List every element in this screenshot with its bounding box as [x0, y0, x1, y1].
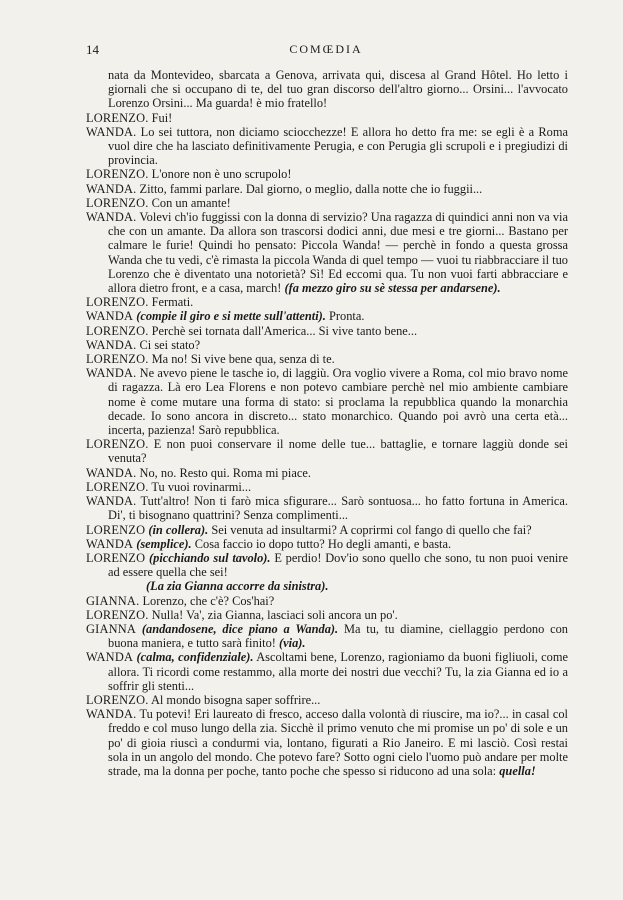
speech-text: Ascoltami bene, Lorenzo, ragioniamo da buoni figliuoli, come allora. Ti ricordi come restammo, alla morte dei nostri due vecchi? Tu, la zia Gianna ed io a soffrir gli stenti...: [108, 650, 568, 693]
speech-paragraph: [86, 366, 568, 437]
speech-paragraph: [86, 352, 568, 366]
trailing-direction: (via).: [279, 636, 306, 651]
speaker-name: WANDA.: [86, 707, 137, 722]
speech-text: Fermati.: [151, 295, 194, 310]
speaker-name: WANDA.: [86, 210, 137, 225]
speaker-name: LORENZO: [86, 550, 146, 565]
speech-text: Al mondo bisogna saper soffrire...: [150, 692, 321, 707]
speech-paragraph: [86, 594, 568, 608]
speaker-name: LORENZO.: [86, 295, 149, 310]
speech-paragraph: [86, 480, 568, 494]
speaker-name: WANDA.: [86, 366, 137, 381]
speaker-direction: (semplice).: [136, 536, 192, 551]
speaker-name: LORENZO: [86, 522, 146, 537]
speech-paragraph: [86, 693, 568, 707]
speech-text: Lo sei tuttora, non diciamo sciocchezze! E allora ho detto fra me: se egli è a Roma vuol dire che ha lasciato definitivamente Perugia, e con Perugia gli scrupoli e i pregiudizi di provincia.: [108, 124, 568, 168]
speaker-name: LORENZO.: [86, 437, 149, 452]
speech-paragraph: [86, 309, 568, 323]
speaker-name: WANDA.: [86, 181, 137, 196]
speech-paragraph: [86, 324, 568, 338]
trailing-direction: quella!: [499, 763, 536, 778]
speech-text: E perdio! Dov'io sono quello che sono, tu non puoi venire ad essere quella che sei!: [108, 550, 569, 580]
speech-paragraph: [86, 494, 568, 522]
speech-text: Con un amante!: [151, 195, 231, 210]
speech-text: Zitto, fammi parlare. Dal giorno, o meglio, dalla notte che io fuggii...: [139, 181, 483, 196]
speech-paragraph: [86, 437, 568, 465]
speech-paragraph: [86, 210, 568, 295]
speaker-name: WANDA: [86, 309, 134, 324]
speaker-direction: (andandosene, dice piano a Wanda).: [141, 621, 339, 636]
speaker-name: WANDA: [86, 650, 134, 665]
speech-text: No, no. Resto qui. Roma mi piace.: [139, 465, 311, 480]
speech-paragraph: [86, 338, 568, 352]
speech-paragraph: [86, 523, 568, 537]
speaker-name: LORENZO.: [86, 692, 149, 707]
trailing-direction: (fa mezzo giro su sè stessa per andarsene).: [284, 281, 501, 296]
speech-paragraph: [86, 196, 568, 210]
speaker-name: LORENZO.: [86, 352, 149, 367]
speaker-name: WANDA.: [86, 494, 137, 509]
speech-paragraph: [86, 537, 568, 551]
speech-paragraph: [86, 608, 568, 622]
speech-paragraph: [86, 650, 568, 693]
speaker-name: WANDA.: [86, 465, 137, 480]
speech-paragraph: [86, 466, 568, 480]
speech-text: Ma tu, tu diamine, ciellaggio perdono con buona maniera, e tutto sarà finito!: [108, 621, 568, 651]
speech-text: Sei venuta ad insultarmi? A coprirmi col fango di quello che fai?: [211, 522, 532, 537]
speech-text: Lorenzo, che c'è? Cos'hai?: [142, 593, 275, 608]
page-number: 14: [86, 42, 99, 57]
speech-text: Ma no! Si vive bene qua, senza di te.: [151, 352, 335, 367]
speech-text: nata da Montevideo, sbarcata a Genova, arrivata qui, discesa al Grand Hôtel. Ho letto i giornali che si occupano di te, del tuo gran discorso dell'altro giorno... Orsini... l'avvocato Lorenzo Orsini... Ma guarda! è mio fratello!: [108, 68, 568, 111]
speech-paragraph: [86, 295, 568, 309]
speech-text: Fui!: [151, 110, 173, 125]
speech-text: L'onore non è uno scrupolo!: [151, 167, 292, 182]
speech-text: Cosa faccio io dopo tutto? Ho degli amanti, e basta.: [194, 536, 452, 551]
speech-text: Tu vuoi rovinarmi...: [151, 479, 252, 494]
speaker-name: LORENZO.: [86, 323, 149, 338]
speech-paragraph: [86, 111, 568, 125]
speech-paragraph: [86, 125, 568, 168]
speaker-direction: (picchiando sul tavolo).: [149, 550, 271, 565]
speaker-name: WANDA: [86, 536, 134, 551]
speech-paragraph: [86, 167, 568, 181]
speaker-direction: (in collera).: [148, 522, 209, 537]
speaker-name: WANDA.: [86, 124, 137, 139]
speech-paragraph: [86, 68, 568, 111]
speaker-name: LORENZO.: [86, 607, 149, 622]
speech-text: E non puoi conservare il nome delle tue... battaglie, e tornare laggiù donde sei venuta?: [108, 437, 568, 466]
speech-paragraph: [86, 622, 568, 650]
speech-text: Ne avevo piene le tasche io, di laggiù. Ora voglio vivere a Roma, col mio bravo nome di ragazza. Là ero Lea Florens e non potevo cambiare perchè nel mio ambiente cambiare nome è come mutare una forma di stato: si proclama la repubblica quando la monarchia decade. Io sono ancora in discreto... stato monarchico. Quando poi avrò una certa età... incerta, pazienza! Sarò repubblica.: [108, 366, 568, 438]
speech-text: Pronta.: [328, 309, 365, 324]
speaker-name: LORENZO.: [86, 167, 149, 182]
dialogue-body: [86, 68, 568, 778]
speech-paragraph: [86, 182, 568, 196]
speaker-name: GIANNA.: [86, 593, 140, 608]
speech-text: Ci sei stato?: [139, 337, 201, 352]
speech-paragraph: [86, 707, 568, 778]
speaker-name: GIANNA: [86, 621, 137, 636]
running-title: COMŒDIA: [289, 42, 363, 56]
speech-text: Perchè sei tornata dall'America... Si vive tanto bene...: [151, 323, 418, 338]
page-header: [86, 42, 566, 60]
speaker-name: LORENZO.: [86, 110, 149, 125]
speaker-name: LORENZO.: [86, 479, 149, 494]
speech-paragraph: [86, 551, 568, 579]
speech-text: Tu potevi! Eri laureato di fresco, acceso dalla volontà di riuscire, ma io?... in casal col freddo e col muso lungo della zia. Sicchè il primo venuto che mi promise un po' di sole e un po' di gioia riuscì a condurmi via, lontano, figurati a Rio Janeiro. E mi lasciò. Così restai sola in un angolo del mondo. Che potevo fare? Sotto ogni cielo l'uomo può andare per molte strade, ma la donna per poche, tanto poche che spesso si riducono ad una sola:: [108, 707, 568, 778]
speech-text: Nulla! Va', zia Gianna, lasciaci soli ancora un po'.: [151, 607, 398, 622]
speaker-direction: (compie il giro e si mette sull'attenti).: [136, 309, 326, 324]
speaker-direction: (calma, confidenziale).: [136, 650, 254, 665]
speaker-name: WANDA.: [86, 337, 137, 352]
speech-text: Tutt'altro! Non ti farò mica sfigurare... Sarò sontuosa... ho fatto fortuna in America. Di', ti bisognano quattrini? Senza complimenti...: [108, 494, 569, 523]
speech-text: Volevi ch'io fuggissi con la donna di servizio? Una ragazza di quindici anni non va via che con un amante. Da allora son trascorsi dodici anni, due mesi e tre giorni... Bastano per calmare le furie! Quindi ho pensato: Piccola Wanda! — perchè in fondo a questa grossa Wanda che tu vedi, c'è rimasta la piccola Wanda di quel tempo — vuoi tu riabbracciare il tuo Lorenzo che è diventato una notorietà? Sì! Ed eccomi qua. Tu non vuoi farti abbracciare e allora dietro front, e a casa, march!: [108, 210, 568, 296]
stage-direction: (La zia Gianna accorre da sinistra).: [146, 579, 329, 594]
speaker-name: LORENZO.: [86, 195, 149, 210]
